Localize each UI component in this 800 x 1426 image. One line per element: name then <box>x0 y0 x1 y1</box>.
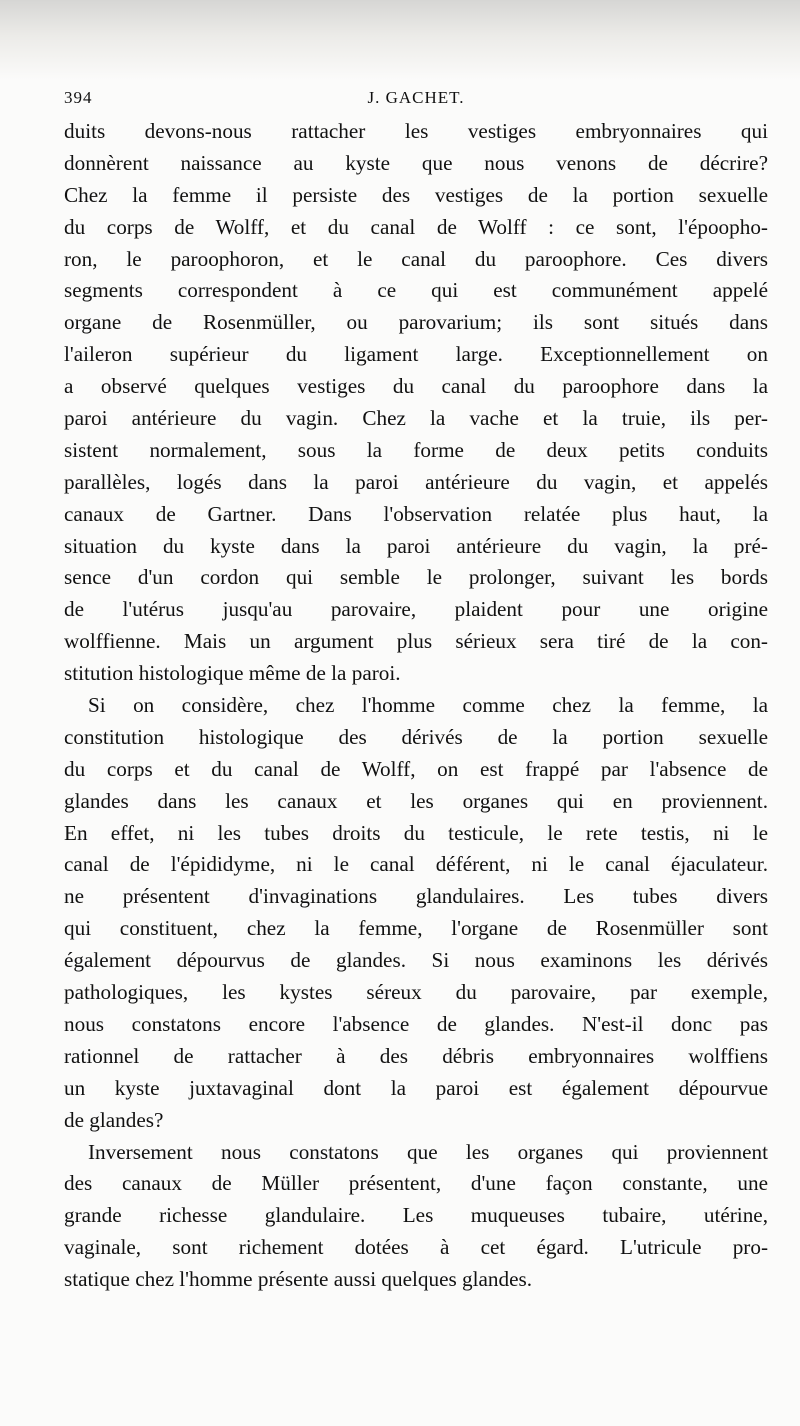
page-header <box>64 88 768 112</box>
text-line: ne présentent d'invaginations glandulaires. Les tubes divers <box>64 884 768 909</box>
text-line: de l'utérus jusqu'au parovaire, plaident pour une origine <box>64 597 768 622</box>
paragraph-start-line: Si on considère, chez l'homme comme chez la femme, la <box>88 693 768 718</box>
text-line: du corps et du canal de Wolff, on est frappé par l'absence de <box>64 756 768 781</box>
text-line: glandes dans les canaux et les organes qui en proviennent. <box>64 788 768 813</box>
text-line: ron, le paroophoron, et le canal du paroophore. Ces divers <box>64 246 768 271</box>
text-line: canaux de Gartner. Dans l'observation relatée plus haut, la <box>64 501 768 526</box>
paragraph-end-line: de glandes? <box>64 1107 164 1132</box>
text-line: segments correspondent à ce qui est communément appelé <box>64 278 768 303</box>
text-line: situation du kyste dans la paroi antérieure du vagin, la pré- <box>64 533 768 558</box>
text-line: grande richesse glandulaire. Les muqueuses tubaire, utérine, <box>64 1203 768 1228</box>
running-head: J. GACHET. <box>367 88 465 107</box>
text-line: constitution histologique des dérivés de la portion sexuelle <box>64 724 768 749</box>
text-line: duits devons-nous rattacher les vestiges embryonnaires qui <box>64 119 768 143</box>
text-line: sistent normalement, sous la forme de deux petits conduits <box>64 437 768 462</box>
text-line: vaginale, sont richement dotées à cet égard. L'utricule pro- <box>64 1235 768 1260</box>
text-line: organe de Rosenmüller, ou parovarium; ils sont situés dans <box>64 310 768 335</box>
text-line: nous constatons encore l'absence de glandes. N'est-il donc pas <box>64 1011 768 1036</box>
text-line: qui constituent, chez la femme, l'organe de Rosenmüller sont <box>64 916 768 941</box>
text-line: des canaux de Müller présentent, d'une façon constante, une <box>64 1171 768 1196</box>
text-line: paroi antérieure du vagin. Chez la vache et la truie, ils per- <box>64 406 768 431</box>
text-line: un kyste juxtavaginal dont la paroi est également dépourvue <box>64 1075 768 1100</box>
text-line: a observé quelques vestiges du canal du paroophore dans la <box>64 374 768 399</box>
text-line: wolffienne. Mais un argument plus sérieux sera tiré de la con- <box>64 629 768 654</box>
text-line: également dépourvus de glandes. Si nous examinons les dérivés <box>64 948 768 973</box>
paragraph-end-line: statique chez l'homme présente aussi quelques glandes. <box>64 1267 533 1292</box>
text-line: rationnel de rattacher à des débris embryonnaires wolffiens <box>64 1043 768 1068</box>
text-line: l'aileron supérieur du ligament large. Exceptionnellement on <box>64 342 768 367</box>
page-number: 394 <box>64 88 93 107</box>
text-line: du corps de Wolff, et du canal de Wolff : ce sont, l'époopho- <box>64 214 768 239</box>
scan-shadow <box>0 0 800 80</box>
text-line: pathologiques, les kystes séreux du parovaire, par exemple, <box>64 980 768 1005</box>
text-line: donnèrent naissance au kyste que nous venons de décrire? <box>64 150 768 175</box>
text-line: parallèles, logés dans la paroi antérieure du vagin, et appelés <box>64 469 768 494</box>
text-line: canal de l'épididyme, ni le canal déférent, ni le canal éjaculateur. <box>64 852 768 877</box>
text-line: Chez la femme il persiste des vestiges de la portion sexuelle <box>64 182 768 207</box>
body-text <box>64 116 768 1296</box>
text-line: En effet, ni les tubes droits du testicule, le rete testis, ni le <box>64 820 768 845</box>
text-line: sence d'un cordon qui semble le prolonger, suivant les bords <box>64 565 768 590</box>
paragraph-start-line: Inversement nous constatons que les organes qui proviennent <box>88 1139 768 1164</box>
paragraph-end-line: stitution histologique même de la paroi. <box>64 661 401 686</box>
